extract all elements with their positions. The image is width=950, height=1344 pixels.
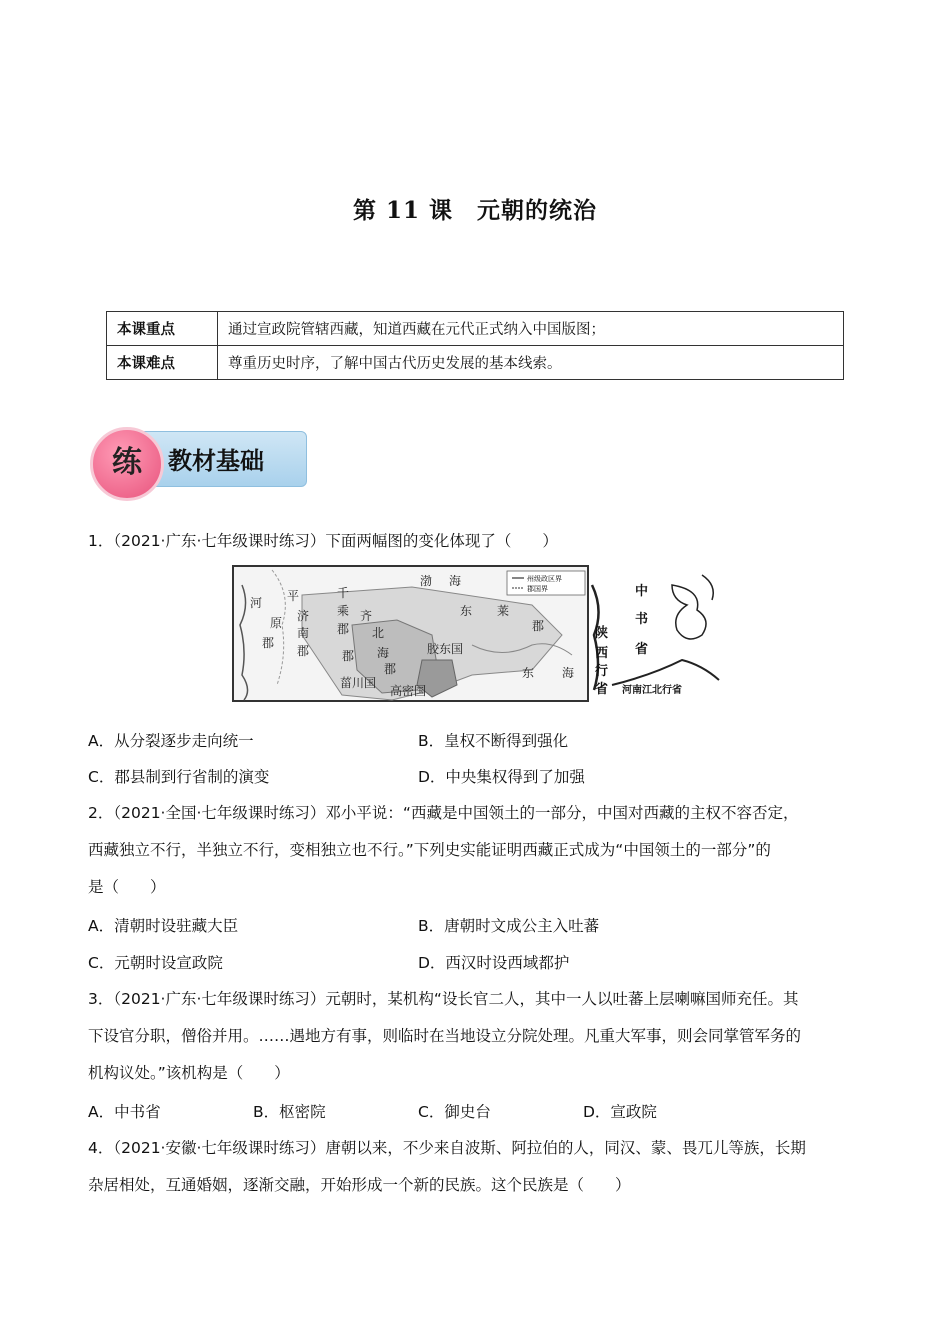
- q2-option-d[interactable]: D．西汉时设西域都护: [418, 954, 570, 972]
- map-label: 郡: [337, 622, 350, 636]
- map-label: 郡: [342, 649, 355, 663]
- map-label: 胶东国: [427, 642, 464, 656]
- question-3-stem: [88, 981, 863, 1092]
- page-title: 第 11 课 元朝的统治: [352, 197, 598, 224]
- q1-option-d[interactable]: D．中央集权得到了加强: [418, 768, 585, 786]
- q2-option-c[interactable]: C．元朝时设宣政院: [88, 954, 223, 972]
- map-label: 莱: [497, 604, 510, 618]
- map-label: 渤: [420, 574, 433, 588]
- q2-option-a[interactable]: A．清朝时设驻藏大臣: [88, 917, 239, 935]
- stem-line: 3．（2021·广东·七年级课时练习）元朝时，某机构“设长官二人，其中一人以吐蕃上层喇嘛国师充任。其: [88, 990, 799, 1008]
- q3-option-b[interactable]: B．枢密院: [253, 1103, 326, 1121]
- question-2-stem: [88, 795, 863, 906]
- map-label: 高密国: [390, 684, 427, 698]
- q1-option-b[interactable]: B．皇权不断得到强化: [418, 732, 569, 750]
- stem-line: 杂居相处，互通婚姻，逐渐交融，开始形成一个新的民族。这个民族是（ ）: [88, 1176, 631, 1194]
- right-map-bg: [590, 566, 719, 701]
- map-label: 乘: [337, 604, 350, 618]
- map-label: 郡: [384, 662, 397, 676]
- q3-option-d[interactable]: D．宣政院: [583, 1103, 657, 1121]
- map-label: 郡: [297, 644, 310, 658]
- map-label: 书: [635, 612, 649, 627]
- map-figure: [232, 565, 720, 703]
- map-label: 齐: [360, 609, 373, 623]
- map-label: 南: [297, 626, 310, 640]
- stem-line: 西藏独立不行，半独立不行，变相独立也不行。”下列史实能证明西藏正式成为“中国领土的一部分”的: [88, 841, 771, 859]
- key-points-table: [106, 311, 844, 380]
- map-label: 郡: [262, 636, 275, 650]
- map-label: 海: [377, 646, 390, 660]
- badge-text: 教材基础: [168, 447, 264, 475]
- map-label: 千: [337, 586, 350, 600]
- q2-option-b[interactable]: B．唐朝时文成公主入吐蕃: [418, 917, 600, 935]
- difficulty-label: 本课难点: [107, 346, 218, 380]
- q1-option-a[interactable]: A．从分裂逐步走向统一: [88, 732, 254, 750]
- map-label: 海: [562, 666, 575, 680]
- map-label: 郡: [532, 619, 545, 633]
- map-label: 省: [595, 682, 609, 697]
- legend-label-1: 州级政区界: [527, 575, 562, 583]
- stem-line: 2．（2021·全国·七年级课时练习）邓小平说：“西藏是中国领土的一部分，中国对西藏的主权不容否定，: [88, 804, 799, 822]
- map-label: 行: [595, 664, 609, 679]
- key-point-text: 通过宣政院管辖西藏，知道西藏在元代正式纳入中国版图；: [218, 312, 844, 346]
- map-label: 西: [595, 646, 609, 661]
- map-label: 东: [460, 604, 473, 618]
- map-label: 东: [522, 666, 535, 680]
- stem-line: 下设官分职，僧俗并用。……遇地方有事，则临时在当地设立分院处理。凡重大军事，则会同掌管军务的: [88, 1027, 802, 1045]
- legend-label-2: 郡国界: [527, 585, 548, 593]
- map-label: 河南江北行省: [622, 685, 682, 696]
- map-label: 北: [372, 626, 385, 640]
- difficulty-text: 尊重历史时序，了解中国古代历史发展的基本线索。: [218, 346, 844, 380]
- map-label: 河: [250, 596, 263, 610]
- map-label: 省: [635, 642, 649, 657]
- map-label: 中: [635, 584, 649, 599]
- q3-option-c[interactable]: C．御史台: [418, 1103, 491, 1121]
- stem-line: 机构议处。”该机构是（ ）: [88, 1064, 290, 1082]
- badge-circle: 练: [90, 427, 164, 501]
- stem-line: 是（ ）: [88, 878, 166, 896]
- stem-line: 4．（2021·安徽·七年级课时练习）唐朝以来，不少来自波斯、阿拉伯的人，同汉、蒙、畏兀儿等族，长期: [88, 1139, 806, 1157]
- map-label: 济: [297, 609, 310, 623]
- section-badge: [90, 427, 305, 487]
- table-row: [107, 346, 844, 380]
- question-4-stem: [88, 1130, 863, 1204]
- map-label: 陕: [595, 626, 609, 641]
- table-row: [107, 312, 844, 346]
- q1-option-c[interactable]: C．郡县制到行省制的演变: [88, 768, 270, 786]
- map-label: 海: [449, 574, 462, 588]
- map-label: 原: [270, 616, 283, 630]
- key-point-label: 本课重点: [107, 312, 218, 346]
- q3-option-a[interactable]: A．中书省: [88, 1103, 161, 1121]
- map-label: 平: [287, 589, 300, 603]
- map-label: 菑川国: [340, 676, 377, 690]
- question-1-stem: 1．（2021·广东·七年级课时练习）下面两幅图的变化体现了（ ）: [88, 532, 558, 550]
